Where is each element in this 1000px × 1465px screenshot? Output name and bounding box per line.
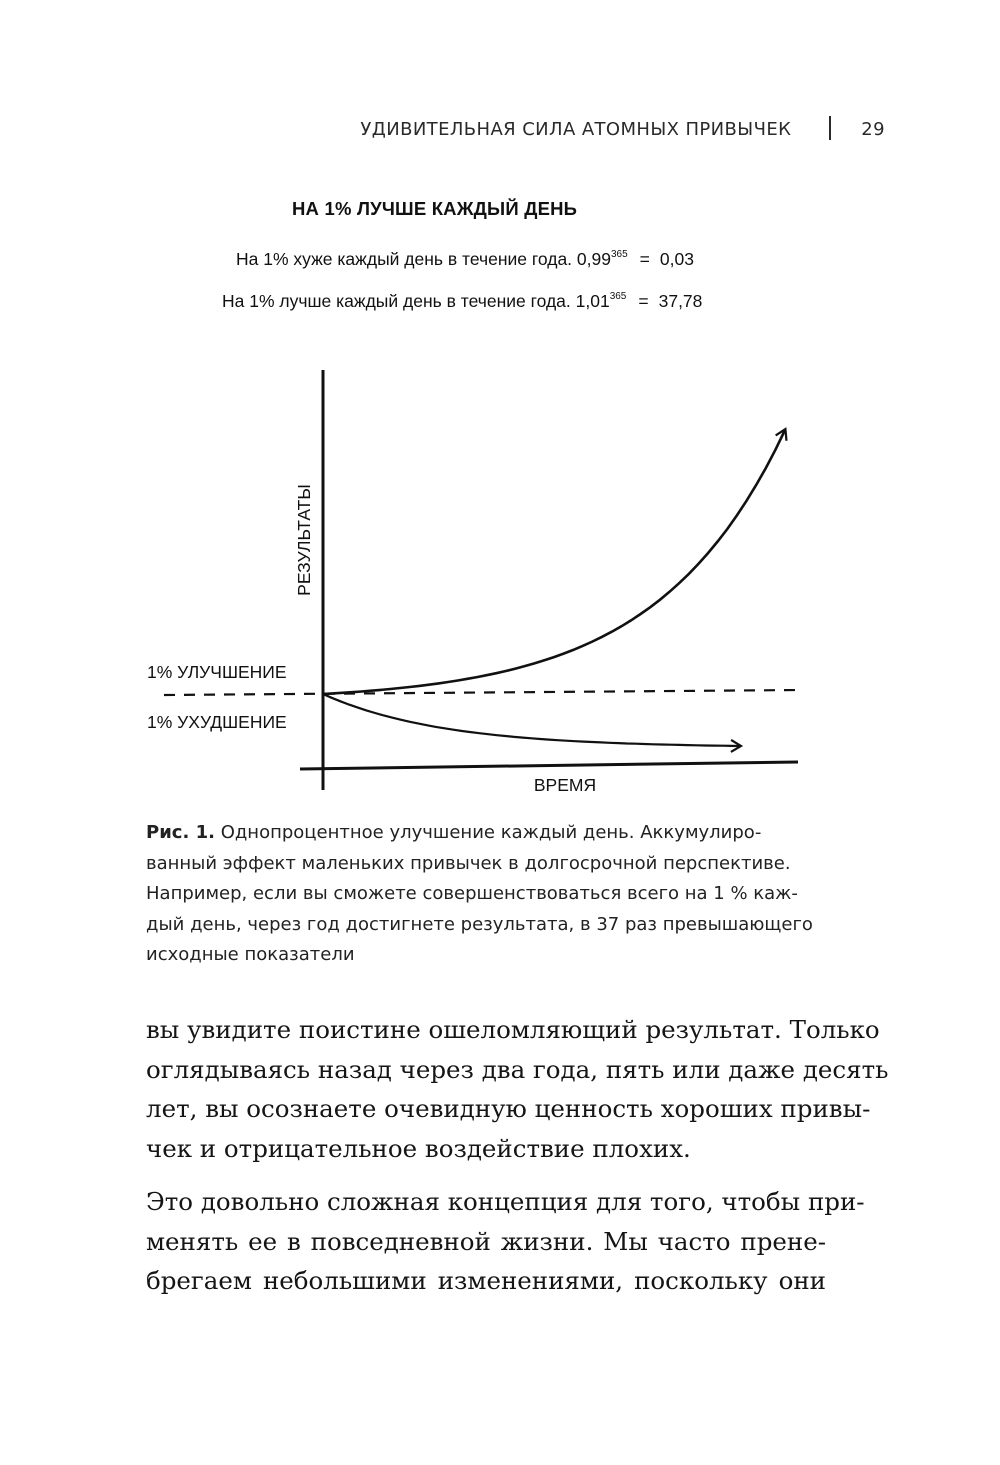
formula-better-equals: = [638, 291, 649, 311]
caption-line: Например, если вы сможете совершенствоваться всего на 1 % каж- [146, 883, 798, 904]
paragraph-line: чек и отрицательное воздействие плохих. [146, 1133, 691, 1163]
caption-line [146, 818, 846, 849]
page-number: 29 [861, 119, 885, 140]
paragraph-line: менять ее в повседневной жизни. Мы часто прене- [146, 1226, 826, 1256]
caption-line: дый день, через год достигнете результата, в 37 раз превышающего [146, 913, 813, 935]
formula-worse-result: 0,03 [659, 249, 694, 269]
figure-title: НА 1% ЛУЧШЕ КАЖДЫЙ ДЕНЬ [292, 198, 578, 219]
x-axis [300, 762, 798, 769]
paragraph-line: лет, вы осознаете очевидную ценность хороших привы- [146, 1094, 871, 1123]
paragraph-line: оглядываясь назад через два года, пять или даже десять [146, 1054, 889, 1084]
x-axis-label: ВРЕМЯ [533, 775, 597, 795]
formula-worse-text: На 1% хуже каждый день в течение года. 0,99 [236, 249, 611, 269]
improvement-curve [323, 430, 785, 694]
caption-label: Рис. 1. [146, 822, 215, 843]
header-divider [829, 116, 831, 140]
decline-label: 1% УХУДШЕНИЕ [147, 712, 287, 732]
formula-better-text: На 1% лучше каждый день в течение года. 1,01 [222, 291, 610, 311]
caption-line-text: Однопроцентное улучшение каждый день. Аккумулиро- [220, 822, 762, 843]
paragraph-line: вы увидите поистине ошеломляющий результат. Только [146, 1015, 880, 1044]
paragraph-line: брегаем небольшими изменениями, поскольку они [146, 1266, 826, 1295]
figure-caption [146, 818, 846, 971]
formula-better-exponent: 365 [609, 291, 627, 302]
body-paragraph-1 [146, 1010, 889, 1168]
body-paragraph-2 [146, 1182, 865, 1301]
caption-line: ванный эффект маленьких привычек в долгосрочной перспективе. [146, 852, 791, 874]
growth-chart [140, 360, 820, 810]
formula-better-result: 37,78 [658, 291, 703, 311]
formula-better [222, 291, 702, 312]
formula-worse-exponent: 365 [610, 249, 628, 260]
formula-worse-equals: = [639, 249, 650, 269]
running-title: УДИВИТЕЛЬНАЯ СИЛА АТОМНЫХ ПРИВЫЧЕК [360, 119, 792, 140]
y-axis-label: РЕЗУЛЬТАТЫ [294, 484, 314, 596]
running-header [0, 116, 885, 140]
decline-curve [323, 694, 740, 746]
formula-worse [236, 249, 694, 270]
baseline-dashed-line [164, 690, 802, 695]
caption-line: исходные показатели [146, 944, 355, 965]
improvement-label: 1% УЛУЧШЕНИЕ [147, 662, 287, 682]
paragraph-line: Это довольно сложная концепция для того, чтобы при- [146, 1187, 865, 1216]
